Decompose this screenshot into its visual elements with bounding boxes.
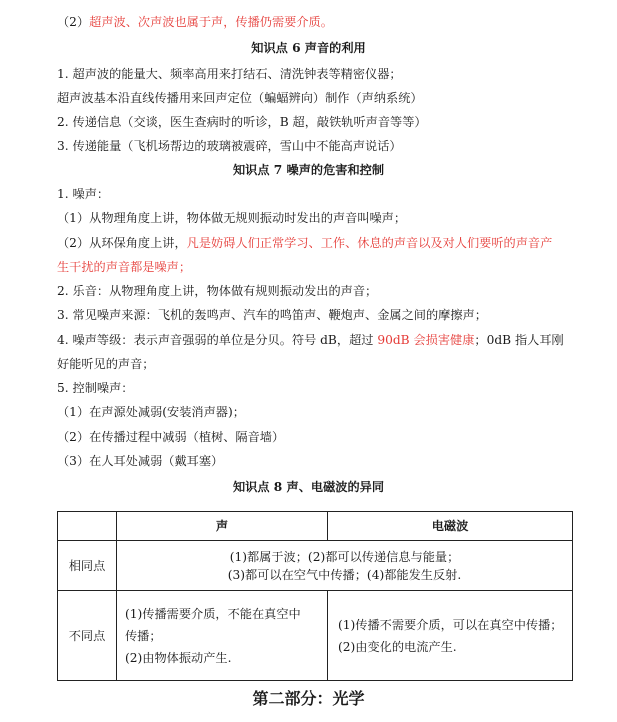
text-line: （3）在人耳处减弱（戴耳塞） [57,454,224,468]
row-label-diff: 不同点 [58,591,117,681]
cell-text: 传播； [125,628,162,643]
highlight-text: 超声波、次声波也属于声，传播仍需要介质。 [89,15,333,29]
highlight-text: 90dB 会损害健康 [377,333,475,347]
sound-diff-cell [117,591,328,681]
row-label-same: 相同点 [58,541,117,591]
text-line: （1）在声源处减弱(安装消声器)； [57,405,245,419]
cell-text: (1)都属于波；(2)都可以传递信息与能量； [229,549,460,564]
cell-text: (3)都可以在空气中传播；(4)都能发生反射. [227,567,462,582]
section-heading-6: 知识点 6 声音的利用 [251,41,366,55]
text-line: 超声波基本沿直线传播用来回声定位（蝙蝠辨向）制作（声纳系统） [57,91,423,105]
text-line: （1）从物理角度上讲，物体做无规则振动时发出的声音叫噪声； [57,211,407,225]
text-line: 3. 传递能量（飞机场帮边的玻璃被震碎，雪山中不能高声说话） [57,139,402,153]
text-line: 3. 常见噪声来源：飞机的轰鸣声、汽车的鸣笛声、鞭炮声、金属之间的摩擦声； [57,308,487,322]
part-title: 第二部分：光学 [252,689,365,708]
text-line: （2）从环保角度上讲，凡是妨碍人们正常学习、工作、休息的声音以及对人们要听的声音产 [57,236,553,250]
cell-text: (2)由物体振动产生. [125,650,232,665]
text-line: 1. 超声波的能量大、频率高用来打结石、清洗钟表等精密仪器； [57,67,402,81]
text-line: （2）在传播过程中减弱（植树、隔音墙） [57,430,285,444]
cell-text: (2)由变化的电流产生. [338,639,457,654]
highlight-text: 生干扰的声音都是噪声； [57,260,192,274]
comparison-table [57,511,573,681]
table-header-row [58,512,573,541]
section-heading-8: 知识点 8 声、电磁波的异同 [232,480,385,494]
em-diff-cell [328,591,573,681]
column-header-em-wave: 电磁波 [328,512,573,541]
table-row [58,591,573,681]
section-heading-7: 知识点 7 噪声的危害和控制 [232,163,385,177]
text-line: （2）超声波、次声波也属于声，传播仍需要介质。 [57,15,333,29]
text-line: 5. 控制噪声： [57,381,134,395]
highlight-text: 凡是妨碍人们正常学习、工作、休息的声音以及对人们要听的声音产 [186,236,553,250]
table-corner-cell [58,512,117,541]
table-row [58,541,573,591]
cell-text: (1)传播不需要介质，可以在真空中传播； [338,617,563,632]
text-line: 1. 噪声： [57,187,110,201]
cell-text: (1)传播需要介质，不能在真空中 [125,606,301,621]
text-line: 2. 传递信息（交谈，医生查病时的听诊，B 超，敲铁轨听声音等等） [57,115,427,129]
column-header-sound: 声 [117,512,328,541]
text-line: 好能听见的声音； [57,357,155,371]
text-line: 4. 噪声等级：表示声音强弱的单位是分贝。符号 dB，超过 90dB 会损害健康；0dB 指人耳刚 [57,333,564,347]
text-line: 2. 乐音：从物理角度上讲，物体做有规则振动发出的声音； [57,284,378,298]
same-points-cell [117,541,573,591]
